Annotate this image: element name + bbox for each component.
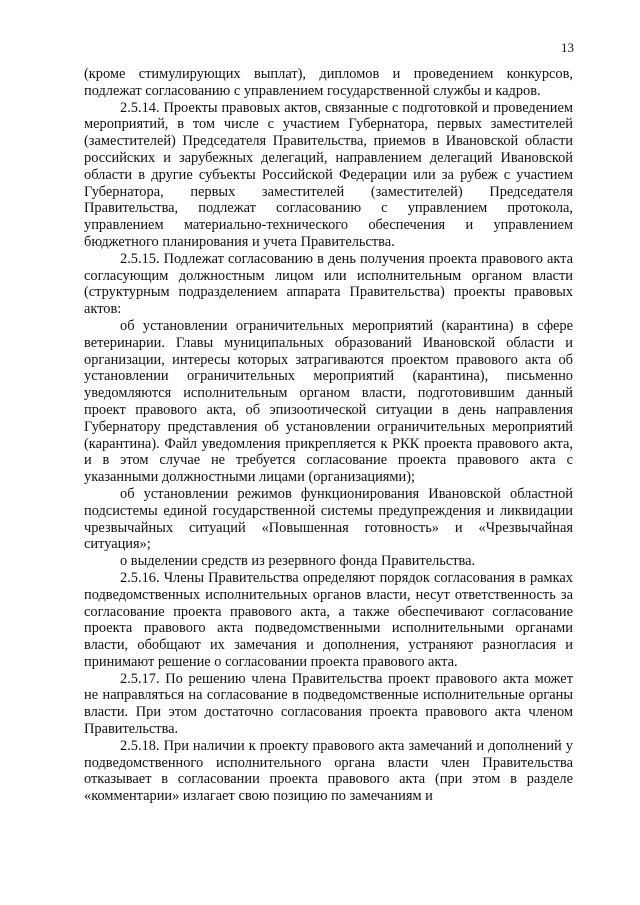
page-number: 13 (561, 40, 574, 55)
paragraph-2-5-16: 2.5.16. Члены Правительства определяют порядок согласования в рамках подведомственных исполнительных органов власти, несут ответственность за согласование проекта правового акта, а также обеспечивают согласование проекта правового акта подведомственными исполнительными органами власти, обобщают их замечания и дополнения, устраняют разногласия и принимают решение о согласовании проекта правового акта. (84, 569, 573, 670)
paragraph-quarantine: об установлении ограничительных мероприятий (карантина) в сфере ветеринарии. Главы муниципальных образований Ивановской области и организации, интересы которых затрагиваются проектом правового акта об установлении ограничительных мероприятий (карантина), письменно уведомляются исполнительным органом власти, подготовившим данный проект правового акта, об эпизоотической ситуации в день направления Губернатору представления об установлении ограничительных мероприятий (карантина). Файл уведомления прикрепляется к РКК проекта правового акта, и в этом случае не требуется согласование проекта правового акта с указанными должностными лицами (организациями); (84, 317, 573, 486)
paragraph-2-5-15: 2.5.15. Подлежат согласованию в день получения проекта правового акта согласующим должностным лицом или исполнительным органом власти (структурным подразделением аппарата Правительства) проекты правовых актов: (84, 250, 573, 318)
paragraph-emergency-regimes: об установлении режимов функционирования Ивановской областной подсистемы единой государственной системы предупреждения и ликвидации чрезвычайных ситуаций «Повышенная готовность» и «Чрезвычайная ситуация»; (84, 485, 573, 553)
document-body (84, 66, 573, 805)
paragraph-reserve-fund: о выделении средств из резервного фонда Правительства. (120, 553, 476, 570)
paragraph-2-5-18: 2.5.18. При наличии к проекту правового акта замечаний и дополнений у подведомственного исполнительного органа власти член Правительства отказывает в согласовании проекта правового акта (при этом в разделе «комментарии» излагает свою позицию по замечаниям и (84, 737, 573, 805)
paragraph-2-5-14: 2.5.14. Проекты правовых актов, связанные с подготовкой и проведением мероприятий, в том числе с участием Губернатора, первых заместителей (заместителей) Председателя Правительства, приемов в Ивановской области российских и зарубежных делегаций, направлением делегаций Ивановской области в другие субъекты Российской Федерации или за рубеж с участием Губернатора, первых заместителей (заместителей) Председателя Правительства, подлежат согласованию с управлением протокола, управлением материально-технического обеспечения и управлением бюджетного планирования и учета Правительства. (84, 99, 573, 250)
paragraph-2-5-17: 2.5.17. По решению члена Правительства проект правового акта может не направляться на согласование в подведомственные исполнительные органы власти. При этом достаточно согласования проекта правового акта членом Правительства. (84, 670, 573, 738)
paragraph-continuation: (кроме стимулирующих выплат), дипломов и проведением конкурсов, подлежат согласованию с управлением государственной службы и кадров. (84, 66, 573, 99)
